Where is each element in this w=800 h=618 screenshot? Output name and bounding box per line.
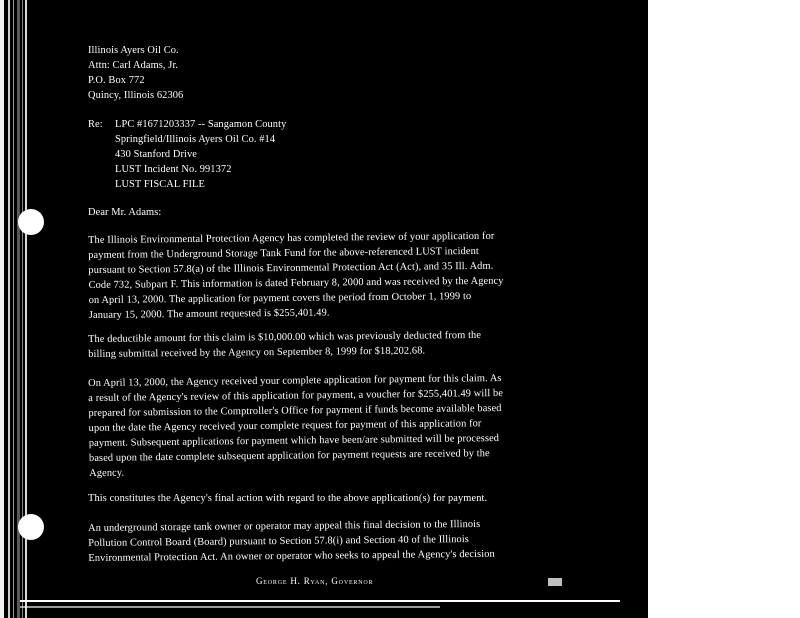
- address-line: Attn: Carl Adams, Jr.: [88, 60, 179, 71]
- paragraph-deductible: [88, 328, 481, 362]
- scan-streak: [20, 606, 440, 608]
- paragraph-line: Agency.: [89, 467, 125, 479]
- binding-edge: [0, 0, 4, 618]
- binding-edge: [13, 0, 14, 618]
- reference-line: 430 Stanford Drive: [115, 149, 198, 160]
- paragraph-line: on April 13, 2000. The application for payment covers the period from October 1, 1999 to: [88, 290, 472, 306]
- reference-line: Springfield/Illinois Ayers Oil Co. #14: [115, 134, 276, 145]
- paragraph-application-received: [88, 371, 504, 481]
- address-line: Illinois Ayers Oil Co.: [88, 45, 179, 56]
- paragraph-review-completed: [88, 229, 504, 323]
- paragraph-line: An underground storage tank owner or operator may appeal this final decision to the Illinois: [88, 518, 481, 534]
- scan-streak: [20, 600, 620, 602]
- reference-line: LPC #1671203337 -- Sangamon County: [115, 119, 287, 130]
- recipient-address: [88, 43, 183, 103]
- paragraph-line: billing submittal received by the Agency on September 8, 1999 for $18,202.68.: [88, 345, 426, 360]
- re-label: Re:: [88, 119, 103, 130]
- reference-block: [115, 117, 286, 192]
- paragraph-line: payment from the Underground Storage Tank Fund for the above-referenced LUST incident: [88, 245, 479, 261]
- recycled-paper-mark: [548, 578, 562, 586]
- paragraph-line: Code 732, Subpart F. This information is dated February 8, 2000 and was received by the Agency: [88, 275, 504, 291]
- paragraph-line: prepared for submission to the Comptroller's Office for payment if funds become available based: [88, 402, 502, 419]
- paragraph-line: Environmental Protection Act. An owner or operator who seeks to appeal the Agency's decision: [88, 548, 495, 564]
- paragraph-line: pursuant to Section 57.8(a) of the Illinois Environmental Protection Act (Act), and 35 Ill. Adm.: [88, 260, 494, 276]
- paragraph-line: January 15, 2000. The amount requested is $255,401.49.: [88, 307, 330, 321]
- paragraph-line: Pollution Control Board (Board) pursuant to Section 57.8(i) and Section 40 of the Illinois: [88, 534, 469, 549]
- paragraph-line: upon the date the Agency received your complete request for payment of this application for: [88, 418, 482, 434]
- punch-hole: [18, 514, 44, 540]
- reference-line: LUST FISCAL FILE: [115, 179, 205, 190]
- binding-edge: [8, 0, 10, 618]
- governor-footer: George H. Ryan, Governor: [256, 576, 374, 586]
- paragraph-line: The Illinois Environmental Protection Agency has completed the review of your application for: [88, 230, 495, 246]
- paragraph-line: This constitutes the Agency's final action with regard to the above application(s) for payment.: [88, 493, 488, 504]
- paragraph-line: payment. Subsequent applications for payment which have been/are submitted will be processed: [88, 432, 500, 449]
- paragraph-appeal: [88, 517, 495, 566]
- address-line: P.O. Box 772: [88, 75, 145, 86]
- paragraph-line: On April 13, 2000, the Agency received your complete application for payment for this claim. As: [88, 372, 502, 389]
- paragraph-line: The deductible amount for this claim is $10,000.00 which was previously deducted from the: [88, 329, 482, 345]
- salutation: Dear Mr. Adams:: [88, 207, 162, 218]
- paragraph-line: a result of the Agency's review of this application for payment, a voucher for $255,401.49 will be: [88, 387, 504, 404]
- reference-line: LUST Incident No. 991372: [115, 164, 232, 175]
- punch-hole: [18, 209, 44, 235]
- paragraph-final-action: [88, 491, 487, 506]
- paragraph-line: based upon the date complete subsequent application for payment requests are received by the: [88, 448, 490, 464]
- address-line: Quincy, Illinois 62306: [88, 90, 184, 101]
